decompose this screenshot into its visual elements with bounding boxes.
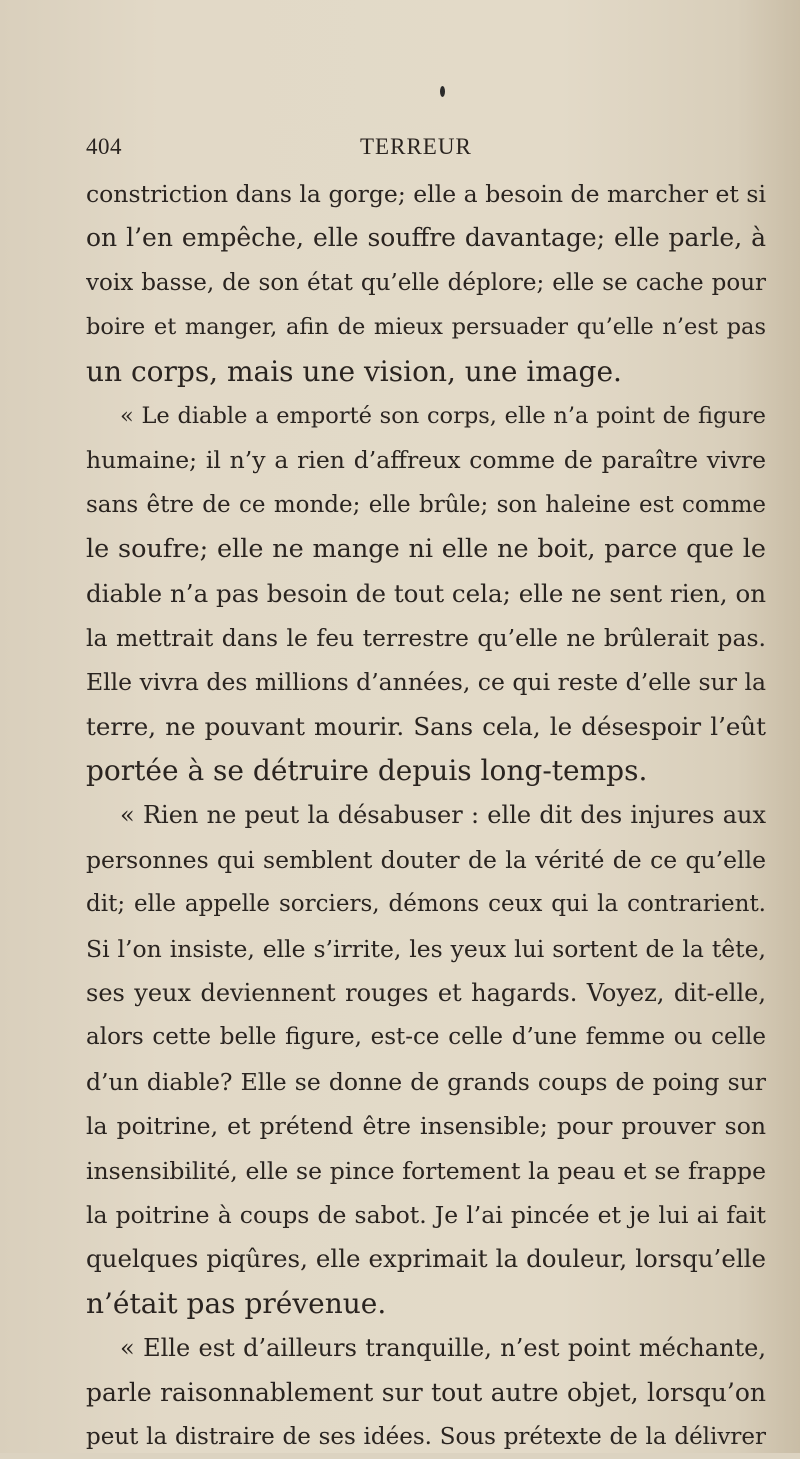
text-line: « Rien ne peut la désabuser : elle dit des injures aux xyxy=(120,801,766,830)
text-line: le soufre; elle ne mange ni elle ne boit, parce que le xyxy=(86,534,766,565)
running-title: TERREUR xyxy=(360,134,472,159)
text-line: humaine; il n’y a rien d’affreux comme de paraître vivre xyxy=(86,446,766,475)
text-line: la poitrine à coups de sabot. Je l’ai pincée et je lui ai fait xyxy=(86,1200,766,1229)
ink-speck xyxy=(440,86,445,97)
text-line: la poitrine, et prétend être insensible; pour prouver son xyxy=(86,1112,766,1141)
text-line: d’un diable? Elle se donne de grands coups de poing sur xyxy=(86,1067,766,1096)
text-line: diable n’a pas besoin de tout cela; elle ne sent rien, on xyxy=(86,578,766,608)
text-line: Elle vivra des millions d’années, ce qui reste d’elle sur la xyxy=(86,668,766,697)
body-text xyxy=(86,172,766,1459)
text-line: on l’en empêche, elle souffre davantage; elle parle, à xyxy=(86,223,766,253)
text-line: la mettrait dans le feu terrestre qu’elle ne brûlerait pas. xyxy=(86,623,766,652)
text-line: portée à se détruire depuis long-temps. xyxy=(86,754,648,788)
text-line: voix basse, de son état qu’elle déplore; elle se cache pour xyxy=(86,269,766,296)
text-line: un corps, mais une vision, une image. xyxy=(86,354,622,388)
text-line: ses yeux deviennent rouges et hagards. Voyez, dit-elle, xyxy=(86,979,766,1008)
text-line: parle raisonnablement sur tout autre objet, lorsqu’on xyxy=(86,1377,766,1407)
text-line: boire et manger, afin de mieux persuader qu’elle n’est pas xyxy=(86,314,766,341)
text-line: quelques piqûres, elle exprimait la douleur, lorsqu’elle xyxy=(86,1244,766,1274)
text-line: terre, ne pouvant mourir. Sans cela, le désespoir l’eût xyxy=(86,711,766,741)
text-line: n’était pas prévenue. xyxy=(86,1286,387,1320)
text-line: dit; elle appelle sorciers, démons ceux qui la contrarient. xyxy=(86,891,766,918)
text-line: peut la distraire de ses idées. Sous prétexte de la délivrer xyxy=(86,1423,766,1450)
page-number: 404 xyxy=(86,134,122,159)
text-line: sans être de ce monde; elle brûle; son haleine est comme xyxy=(86,491,766,518)
text-line: personnes qui semblent douter de la vérité de ce qu’elle xyxy=(86,845,766,874)
text-line: insensibilité, elle se pince fortement la peau et se frappe xyxy=(86,1156,766,1185)
text-line: constriction dans la gorge; elle a besoin de marcher et si xyxy=(86,180,766,208)
text-line: Si l’on insiste, elle s’irrite, les yeux lui sortent de la tête, xyxy=(86,934,766,963)
text-line: alors cette belle figure, est-ce celle d’une femme ou celle xyxy=(86,1024,766,1051)
page-header xyxy=(86,134,766,164)
text-line: « Elle est d’ailleurs tranquille, n’est point méchante, xyxy=(120,1334,766,1363)
text-line: « Le diable a emporté son corps, elle n’a point de figure xyxy=(120,402,766,429)
